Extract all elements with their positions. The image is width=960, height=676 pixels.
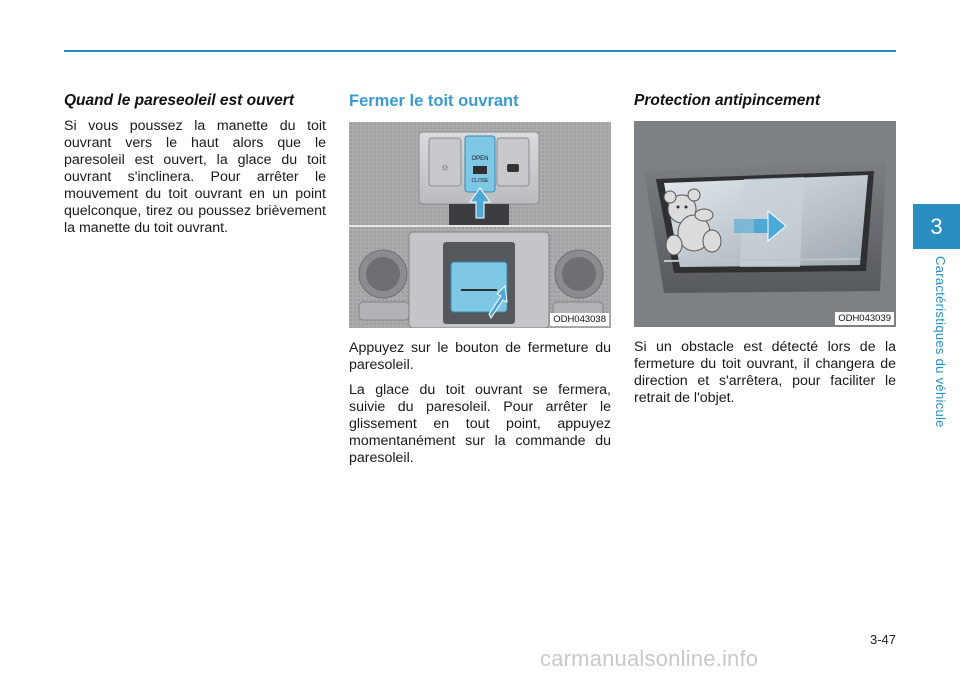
body-paragraph: Si vous poussez la manette du toit ouvrant vers le haut alors que le paresoleil est ouvert, la glace du toit ouvrant s'inclinera. Pour arrêter le mouvement du toit ouvrant en un point quelconque, tirez ou poussez brièvement la manette du toit ouvrant. <box>64 118 326 236</box>
figure-code-label: ODH043039 <box>835 312 894 325</box>
column-pareseoleil <box>64 92 326 245</box>
figure-sunroof-obstacle <box>634 121 896 327</box>
section-heading: Protection antipincement <box>634 92 821 109</box>
figure-overhead-console <box>349 122 611 328</box>
open-button-label: OPEN <box>471 156 489 162</box>
page-number: 3-47 <box>869 632 896 647</box>
column-antipincement <box>634 92 896 415</box>
body-paragraph: Si un obstacle est détecté lors de la fermeture du toit ouvrant, il changera de direction et s'arrêtera, pour faciliter le retrait de l'objet. <box>634 339 896 406</box>
chapter-number-tab: 3 <box>913 204 960 249</box>
body-paragraph: Appuyez sur le bouton de fermeture du paresoleil. <box>349 340 611 373</box>
header-rule <box>64 50 896 52</box>
section-heading: Fermer le toit ouvrant <box>349 92 519 110</box>
close-button-label: CLOSE <box>471 178 489 184</box>
svg-text:☼: ☼ <box>440 162 450 173</box>
sunroof-illustration <box>634 121 896 327</box>
chapter-title: Caractéristiques du véhicule <box>933 256 948 428</box>
body-paragraph: La glace du toit ouvrant se fermera, suivie du paresoleil. Pour arrêter le glissement en tout point, appuyez momentanément sur la commande du paresoleil. <box>349 382 611 466</box>
column-fermer <box>349 92 611 475</box>
watermark: carmanualsonline.info <box>540 646 759 671</box>
figure-code-label: ODH043038 <box>550 313 609 326</box>
section-heading: Quand le pareseoleil est ouvert <box>64 92 294 109</box>
overhead-console-illustration <box>349 122 611 328</box>
